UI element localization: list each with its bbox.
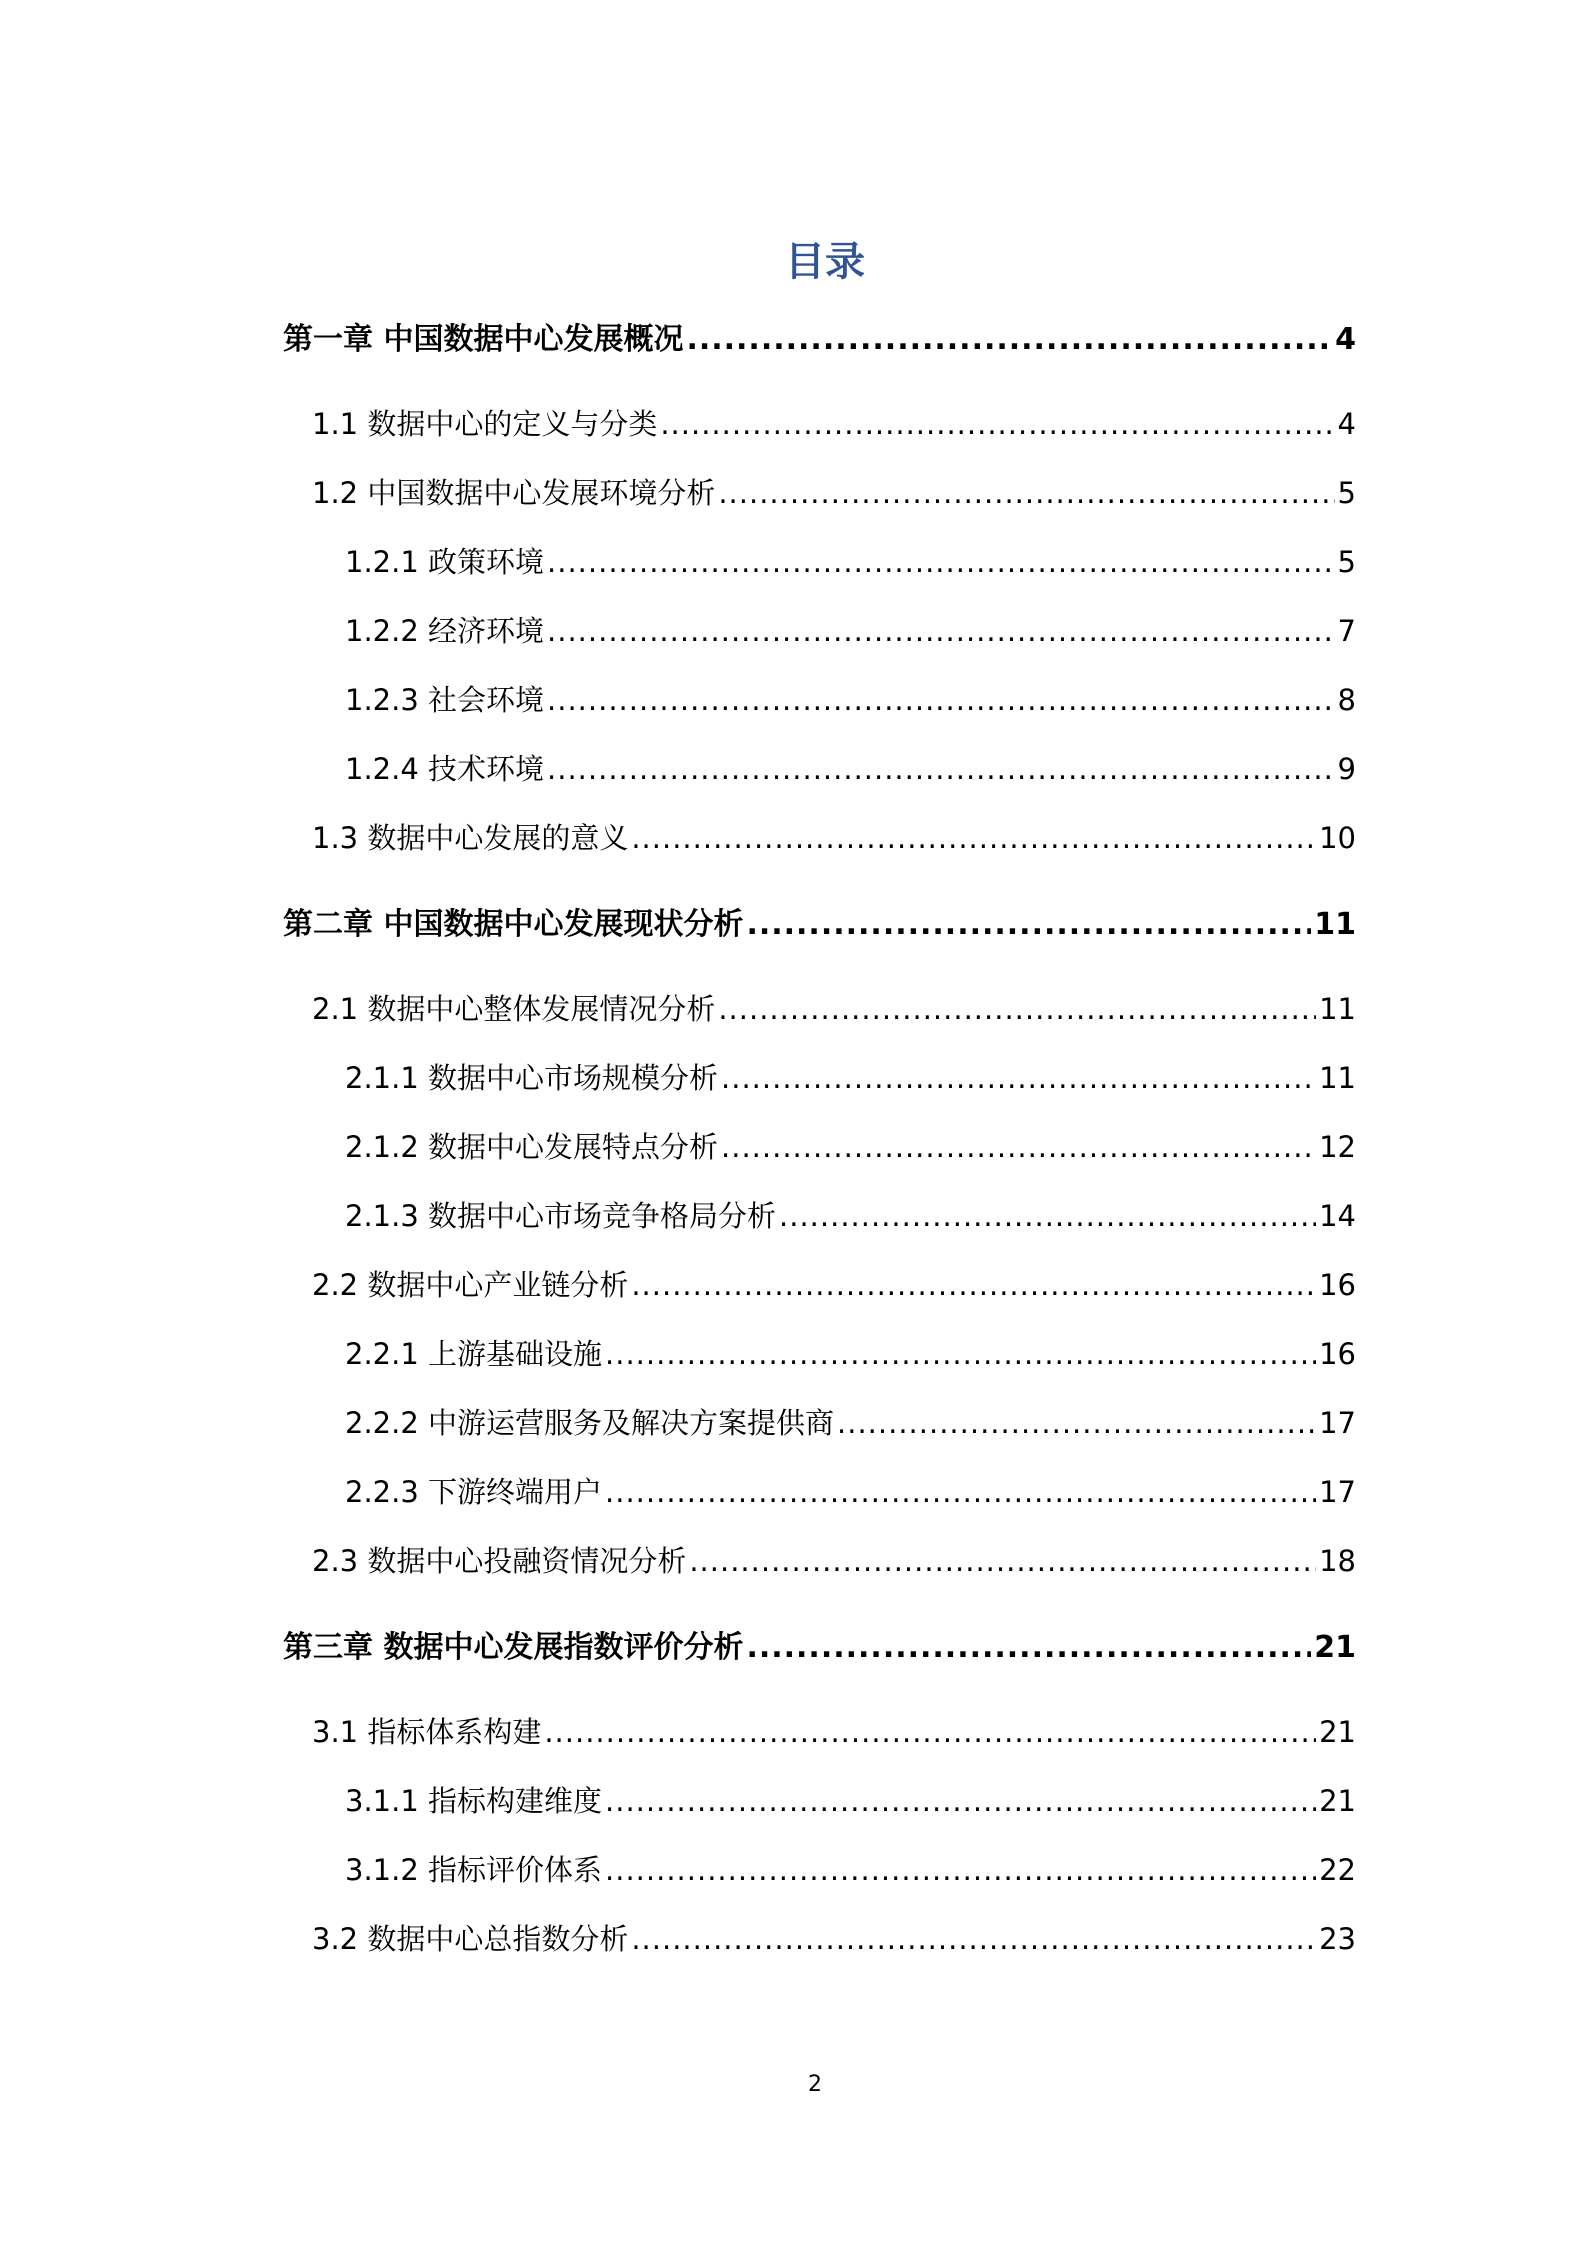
- dot-leader: [547, 597, 1335, 666]
- toc-entry[interactable]: [0, 666, 1356, 735]
- toc-entry-title: 2.2.2 中游运营服务及解决方案提供商: [345, 1406, 835, 1440]
- toc-entry-page: 11: [1319, 1061, 1356, 1095]
- dot-leader: [721, 1113, 1316, 1182]
- toc-entry[interactable]: [0, 390, 1356, 459]
- toc-entry[interactable]: [0, 804, 1356, 873]
- toc-entry-page: 16: [1319, 1337, 1356, 1371]
- toc-entry-title: 2.1.1 数据中心市场规模分析: [345, 1061, 719, 1095]
- table-of-contents: [0, 305, 1586, 1974]
- dot-leader: [689, 1527, 1316, 1596]
- toc-entry-title: 3.1.1 指标构建维度: [345, 1784, 603, 1818]
- toc-entry-page: 21: [1319, 1715, 1356, 1749]
- toc-entry-page: 17: [1319, 1406, 1356, 1440]
- toc-entry-page: 17: [1319, 1475, 1356, 1509]
- toc-entry-page: 10: [1319, 821, 1356, 855]
- dot-leader: [605, 1836, 1316, 1905]
- dot-leader: [660, 390, 1334, 459]
- toc-entry[interactable]: [0, 1905, 1356, 1974]
- toc-entry-title: 2.2.1 上游基础设施: [345, 1337, 603, 1371]
- dot-leader: [547, 528, 1335, 597]
- dot-leader: [779, 1182, 1316, 1251]
- toc-entry-page: 12: [1319, 1130, 1356, 1164]
- toc-entry[interactable]: [0, 459, 1356, 528]
- toc-title: 目录: [785, 239, 865, 285]
- toc-entry[interactable]: [0, 1044, 1356, 1113]
- toc-entry-page: 5: [1337, 545, 1356, 579]
- toc-chapter-entry[interactable]: [0, 305, 1356, 374]
- toc-entry-title: 2.3 数据中心投融资情况分析: [312, 1544, 687, 1578]
- toc-chapter-entry[interactable]: [0, 890, 1356, 959]
- dot-leader: [605, 1767, 1316, 1836]
- dot-leader: [631, 1251, 1316, 1320]
- dot-leader: [718, 975, 1316, 1044]
- toc-entry-page: 4: [1335, 322, 1356, 357]
- toc-entry-page: 9: [1337, 752, 1356, 786]
- toc-entry-title: 2.1.3 数据中心市场竞争格局分析: [345, 1199, 777, 1233]
- dot-leader: [547, 666, 1335, 735]
- dot-leader: [631, 1905, 1316, 1974]
- toc-entry-page: 23: [1319, 1922, 1356, 1956]
- toc-entry-title: 2.2.3 下游终端用户: [345, 1475, 603, 1509]
- toc-entry-title: 2.2 数据中心产业链分析: [312, 1268, 629, 1302]
- toc-entry-page: 18: [1319, 1544, 1356, 1578]
- toc-entry-page: 21: [1314, 1630, 1356, 1665]
- page-number: 2: [808, 2072, 822, 2097]
- dot-leader: [746, 1613, 1311, 1682]
- toc-entry-title: 2.1.2 数据中心发展特点分析: [345, 1130, 719, 1164]
- toc-entry-title: 第三章 数据中心发展指数评价分析: [283, 1630, 744, 1665]
- dot-leader: [605, 1320, 1316, 1389]
- toc-entry-page: 11: [1314, 907, 1356, 942]
- toc-entry[interactable]: [0, 975, 1356, 1044]
- toc-entry[interactable]: [0, 1458, 1356, 1527]
- toc-entry-page: 21: [1319, 1784, 1356, 1818]
- toc-entry-title: 3.1.2 指标评价体系: [345, 1853, 603, 1887]
- dot-leader: [721, 1044, 1316, 1113]
- toc-entry[interactable]: [0, 735, 1356, 804]
- toc-entry[interactable]: [0, 1836, 1356, 1905]
- toc-entry-title: 1.2.3 社会环境: [345, 683, 545, 717]
- toc-entry-title: 1.2.1 政策环境: [345, 545, 545, 579]
- toc-entry-page: 16: [1319, 1268, 1356, 1302]
- toc-entry-page: 22: [1319, 1853, 1356, 1887]
- dot-leader: [631, 804, 1316, 873]
- toc-entry[interactable]: [0, 1527, 1356, 1596]
- toc-entry-title: 第二章 中国数据中心发展现状分析: [283, 907, 744, 942]
- toc-entry[interactable]: [0, 1698, 1356, 1767]
- toc-entry-title: 1.2.2 经济环境: [345, 614, 545, 648]
- dot-leader: [718, 459, 1334, 528]
- toc-entry-title: 1.3 数据中心发展的意义: [312, 821, 629, 855]
- dot-leader: [837, 1389, 1316, 1458]
- toc-entry-page: 4: [1337, 407, 1356, 441]
- toc-entry[interactable]: [0, 1251, 1356, 1320]
- dot-leader: [746, 890, 1311, 959]
- toc-entry-title: 3.2 数据中心总指数分析: [312, 1922, 629, 1956]
- dot-leader: [686, 305, 1332, 374]
- toc-chapter-entry[interactable]: [0, 1613, 1356, 1682]
- toc-entry[interactable]: [0, 1320, 1356, 1389]
- toc-entry-page: 11: [1319, 992, 1356, 1026]
- toc-entry-page: 8: [1337, 683, 1356, 717]
- toc-entry-page: 5: [1337, 476, 1356, 510]
- toc-entry[interactable]: [0, 1389, 1356, 1458]
- toc-entry-title: 2.1 数据中心整体发展情况分析: [312, 992, 716, 1026]
- toc-entry[interactable]: [0, 528, 1356, 597]
- dot-leader: [544, 1698, 1316, 1767]
- toc-entry-title: 1.1 数据中心的定义与分类: [312, 407, 658, 441]
- toc-entry[interactable]: [0, 1113, 1356, 1182]
- toc-entry-title: 第一章 中国数据中心发展概况: [283, 322, 684, 357]
- dot-leader: [547, 735, 1335, 804]
- toc-entry[interactable]: [0, 597, 1356, 666]
- toc-entry[interactable]: [0, 1182, 1356, 1251]
- toc-entry-title: 1.2.4 技术环境: [345, 752, 545, 786]
- toc-entry-page: 7: [1337, 614, 1356, 648]
- toc-entry-page: 14: [1319, 1199, 1356, 1233]
- dot-leader: [605, 1458, 1316, 1527]
- toc-entry-title: 1.2 中国数据中心发展环境分析: [312, 476, 716, 510]
- toc-entry-title: 3.1 指标体系构建: [312, 1715, 542, 1749]
- toc-entry[interactable]: [0, 1767, 1356, 1836]
